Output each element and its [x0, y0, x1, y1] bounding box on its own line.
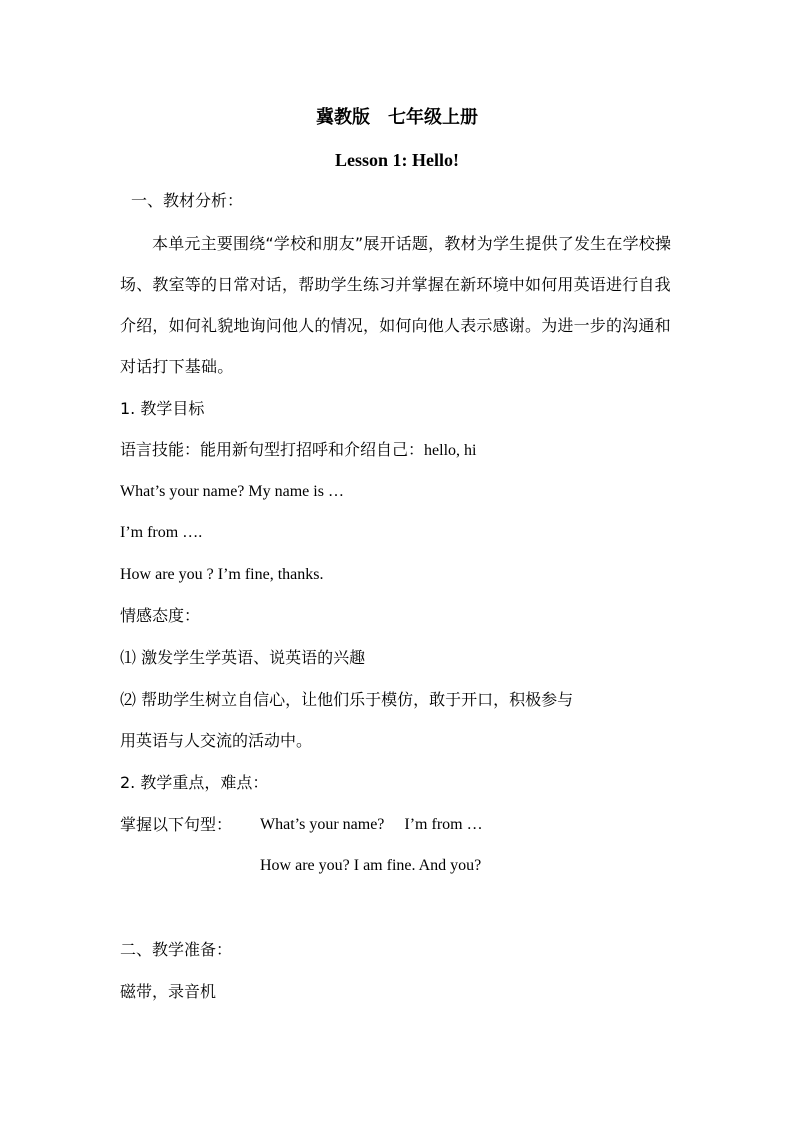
- lesson-title: Lesson 1: Hello!: [335, 150, 459, 170]
- intro-paragraph: 本单元主要围绕“学校和朋友”展开话题，教材为学生提供了发生在学校操场、教室等的日常对话，帮助学生练习并掌握在新环境中如何用英语进行自我介绍，如何礼貌地询问他人的情况，如何向他人表示感谢。为进一步的沟通和对话打下基础。: [120, 234, 672, 376]
- language-skills-line: [120, 440, 476, 461]
- document-title: 冀教版 七年级上册: [316, 107, 478, 128]
- key-patterns-label: 掌握以下句型：: [120, 815, 233, 834]
- attitude-item-1: ⑴ 激发学生学英语、说英语的兴趣: [120, 648, 366, 667]
- objectives-heading: 1. 教学目标: [120, 399, 205, 418]
- sentence-pattern-1: What’s your name? My name is …: [120, 483, 344, 500]
- attitude-item-2-line-2: 用英语与人交流的活动中。: [120, 731, 313, 750]
- key-pattern-2: How are you? I am fine. And you?: [260, 857, 482, 874]
- key-pattern-1: What’s your name? I’m from …: [260, 816, 483, 833]
- attitude-item-2-line-1: ⑵ 帮助学生树立自信心，让他们乐于模仿，敢于开口，积极参与: [120, 690, 574, 709]
- sentence-pattern-3: How are you ? I’m fine, thanks.: [120, 566, 324, 583]
- attitude-heading: 情感态度：: [120, 606, 201, 625]
- language-skills-label: 语言技能：能用新句型打招呼和介绍自己：: [120, 440, 425, 459]
- section-2-heading: 二、教学准备：: [120, 940, 233, 959]
- sentence-pattern-2: I’m from ….: [120, 524, 203, 541]
- key-points-heading: 2. 教学重点，难点：: [120, 773, 269, 792]
- materials-line: 磁带，录音机: [120, 982, 217, 1001]
- language-skills-english: hello, hi: [424, 442, 477, 459]
- section-1-heading: 一、教材分析：: [131, 191, 244, 210]
